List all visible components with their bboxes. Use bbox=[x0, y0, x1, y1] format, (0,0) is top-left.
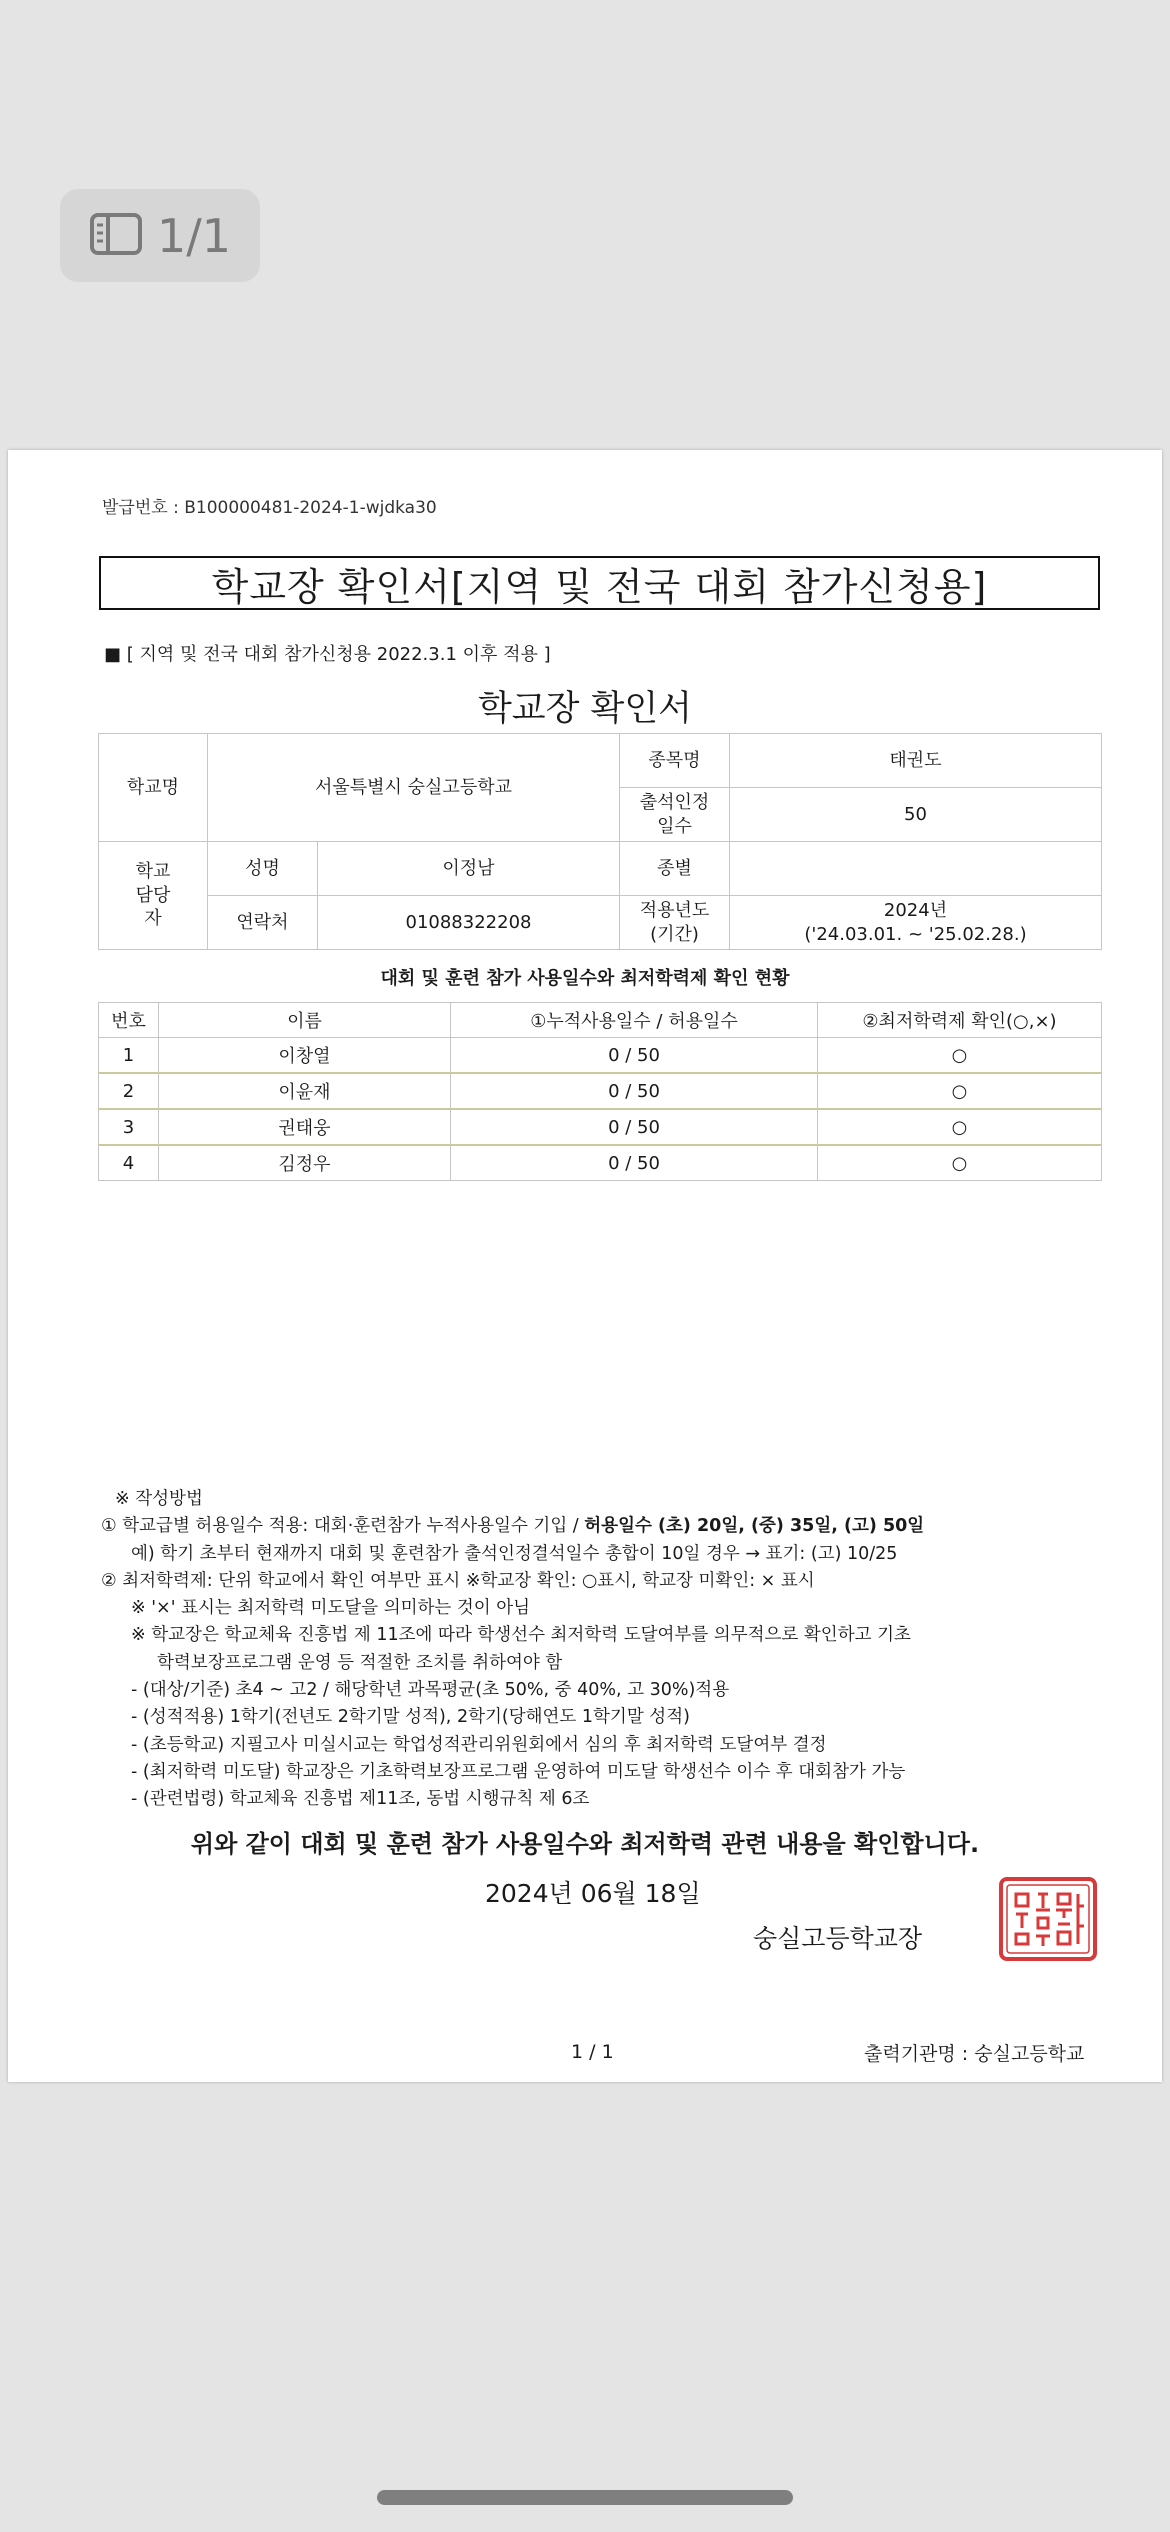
row-name: 권태웅 bbox=[159, 1109, 451, 1145]
row-number: 1 bbox=[99, 1038, 159, 1074]
instruction-item-1-bold: 허용일수 (초) 20일, (중) 35일, (고) 50일 bbox=[584, 1516, 925, 1537]
row-min-grade: ○ bbox=[818, 1073, 1102, 1109]
attendance-label: 출석인정 일수 bbox=[620, 788, 730, 842]
table-row bbox=[99, 1038, 1102, 1074]
type-label: 종별 bbox=[620, 842, 730, 896]
school-label: 학교명 bbox=[99, 734, 208, 842]
year-label: 적용년도 (기간) bbox=[620, 896, 730, 950]
page-indicator[interactable] bbox=[60, 189, 260, 282]
row-days: 0 / 50 bbox=[451, 1109, 818, 1145]
instruction-item-1-example: 예) 학기 초부터 현재까지 대회 및 훈련참가 출석인정결석일수 총합이 10일 경우 → 표기: (고) 10/25 bbox=[131, 1543, 898, 1564]
table-row bbox=[99, 1073, 1102, 1109]
principal-name: 숭실고등학교장 bbox=[753, 1924, 923, 1953]
row-days: 0 / 50 bbox=[451, 1145, 818, 1181]
contact-label: 연락처 bbox=[208, 896, 318, 950]
page-indicator-text: 1/1 bbox=[156, 208, 232, 263]
instruction-dash-1: - (대상/기준) 초4 ~ 고2 / 해당학년 과목평균(초 50%, 중 40%, 고 30%)적용 bbox=[131, 1680, 730, 1701]
row-number: 4 bbox=[99, 1145, 159, 1181]
instruction-dash-2: - (성적적용) 1학기(전년도 2학기말 성적), 2학기(당해연도 1학기말 성적) bbox=[131, 1707, 690, 1728]
doc-number: 발급번호 : B100000481-2024-1-wjdka30 bbox=[102, 498, 437, 518]
row-number: 3 bbox=[99, 1109, 159, 1145]
event-label: 종목명 bbox=[620, 734, 730, 788]
info-table bbox=[98, 733, 1102, 950]
row-number: 2 bbox=[99, 1073, 159, 1109]
row-min-grade: ○ bbox=[818, 1109, 1102, 1145]
col-header-number: 번호 bbox=[99, 1003, 159, 1038]
certificate-title: 학교장 확인서 bbox=[478, 689, 692, 729]
instruction-note-2-cont: 학력보장프로그램 운영 등 적절한 조치를 취하여야 함 bbox=[157, 1652, 563, 1673]
sub-note: ■ [ 지역 및 전국 대회 참가신청용 2022.3.1 이후 적용 ] bbox=[104, 644, 551, 665]
col-header-name: 이름 bbox=[159, 1003, 451, 1038]
home-indicator[interactable] bbox=[377, 2490, 793, 2505]
row-min-grade: ○ bbox=[818, 1038, 1102, 1074]
instruction-dash-3: - (초등학교) 지필고사 미실시교는 학업성적관리위원회에서 심의 후 최저학력 도달여부 결정 bbox=[131, 1734, 827, 1755]
sidebar-icon bbox=[89, 212, 143, 260]
manager-label: 학교 담당자 bbox=[99, 842, 208, 950]
confirm-statement: 위와 같이 대회 및 훈련 참가 사용일수와 최저학력 관련 내용을 확인합니다. bbox=[190, 1830, 980, 1858]
row-name: 이창열 bbox=[159, 1038, 451, 1074]
row-min-grade: ○ bbox=[818, 1145, 1102, 1181]
instruction-item-2: ② 최저학력제: 단위 학교에서 확인 여부만 표시 ※학교장 확인: ○표시, 학교장 미확인: × 표시 bbox=[101, 1570, 815, 1591]
name-value: 이정남 bbox=[318, 842, 620, 896]
row-name: 이윤재 bbox=[159, 1073, 451, 1109]
instruction-dash-4: - (최저학력 미도달) 학교장은 기초학력보장프로그램 운영하여 미도달 학생선수 이수 후 대회참가 가능 bbox=[131, 1761, 906, 1782]
section-title: 대회 및 훈련 참가 사용일수와 최저학력제 확인 현황 bbox=[380, 968, 790, 989]
col-header-days: ①누적사용일수 / 허용일수 bbox=[451, 1003, 818, 1038]
table-row bbox=[99, 1145, 1102, 1181]
attendance-value: 50 bbox=[730, 788, 1102, 842]
instructions-heading: ※ 작성방법 bbox=[115, 1489, 203, 1509]
instruction-note-2: ※ 학교장은 학교체육 진흥법 제 11조에 따라 학생선수 최저학력 도달여부를 의무적으로 확인하고 기초 bbox=[131, 1625, 911, 1646]
type-value bbox=[730, 842, 1102, 896]
row-days: 0 / 50 bbox=[451, 1073, 818, 1109]
instruction-item-1 bbox=[101, 1513, 1141, 1540]
instruction-item-1-text: ① 학교급별 허용일수 적용: 대회·훈련참가 누적사용일수 기입 / bbox=[101, 1516, 585, 1537]
year-text: 2024년 bbox=[883, 900, 948, 922]
issue-date: 2024년 06월 18일 bbox=[485, 1879, 701, 1908]
issuer: 출력기관명 : 숭실고등학교 bbox=[864, 2043, 1085, 2065]
official-seal bbox=[998, 1876, 1098, 1962]
contact-value: 01088322208 bbox=[318, 896, 620, 950]
document-page bbox=[8, 450, 1162, 2082]
name-label: 성명 bbox=[208, 842, 318, 896]
row-days: 0 / 50 bbox=[451, 1038, 818, 1074]
period-text: ('24.03.01. ~ '25.02.28.) bbox=[804, 923, 1027, 945]
year-value bbox=[730, 896, 1102, 950]
table-row bbox=[99, 1109, 1102, 1145]
col-header-min-grade: ②최저학력제 확인(○,×) bbox=[818, 1003, 1102, 1038]
instruction-dash-5: - (관련법령) 학교체육 진흥법 제11조, 동법 시행규칙 제 6조 bbox=[131, 1789, 590, 1810]
instruction-note-1: ※ '×' 표시는 최저학력 미도달을 의미하는 것이 아님 bbox=[131, 1598, 531, 1619]
status-table bbox=[98, 1002, 1102, 1181]
row-name: 김정우 bbox=[159, 1145, 451, 1181]
page-number: 1 / 1 bbox=[571, 2041, 614, 2063]
main-title: 학교장 확인서[지역 및 전국 대회 참가신청용] bbox=[99, 556, 1100, 610]
event-value: 태권도 bbox=[730, 734, 1102, 788]
instructions bbox=[101, 1486, 1141, 1814]
school-value: 서울특별시 숭실고등학교 bbox=[208, 734, 620, 842]
